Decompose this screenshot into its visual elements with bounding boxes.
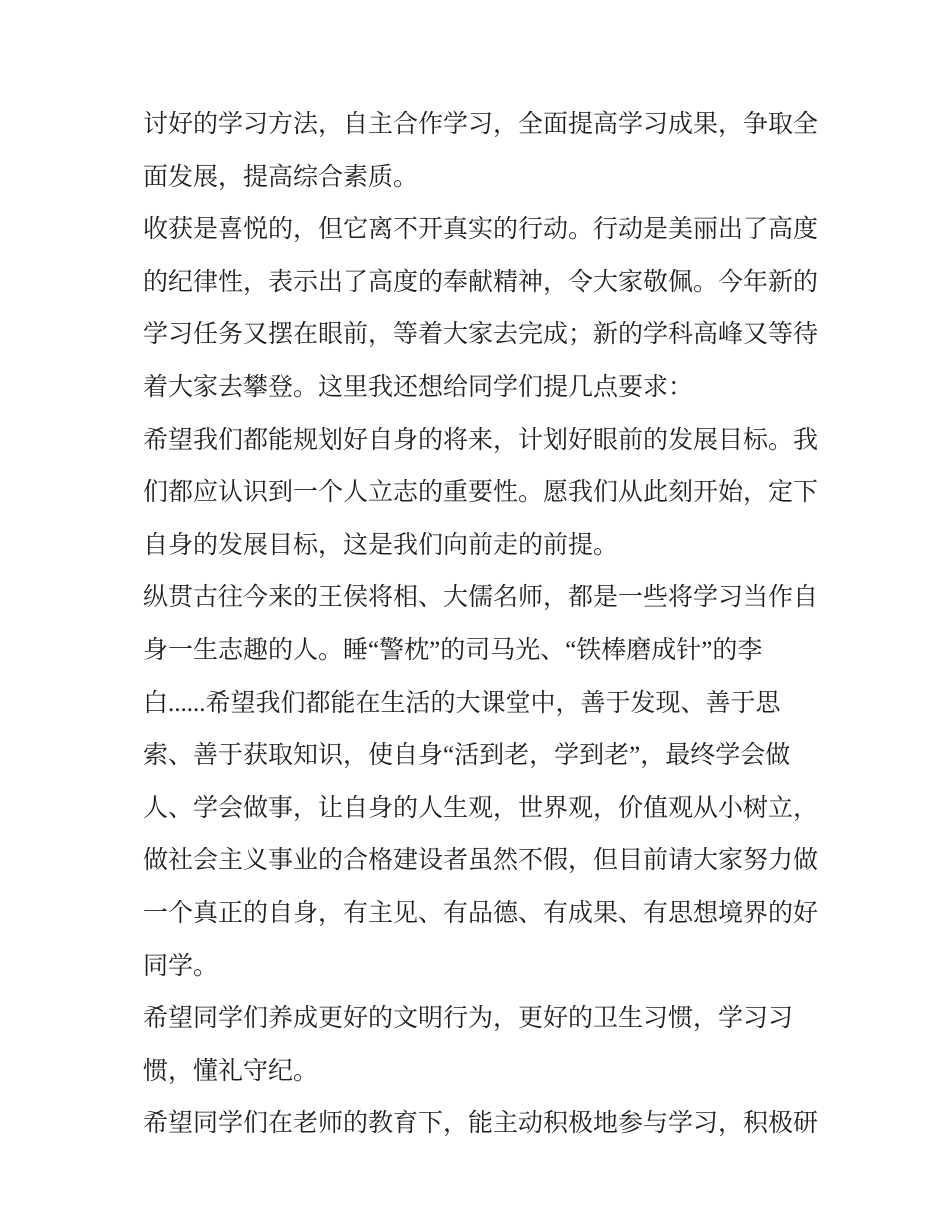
document-text xyxy=(143,99,843,1151)
text-line: 索、善于获取知识，使自身“活到老，学到老”，最终学会做 xyxy=(143,742,791,770)
text-line: 同学。 xyxy=(143,952,219,980)
text-line: 一个真正的自身，有主见、有品德、有成果、有思想境界的好 xyxy=(143,899,819,927)
text-line: 人、学会做事，让自身的人生观，世界观，价值观从小树立， xyxy=(143,794,819,822)
text-line: 的纪律性，表示出了高度的奉献精神，令大家敬佩。今年新的 xyxy=(143,268,819,296)
text-line: 学习任务又摆在眼前，等着大家去完成；新的学科高峰又等待 xyxy=(143,321,819,349)
text-line: 希望同学们在老师的教育下，能主动积极地参与学习，积极研 xyxy=(143,1110,819,1138)
text-line: 讨好的学习方法，自主合作学习，全面提高学习成果，争取全 xyxy=(143,111,819,138)
text-line: 收获是喜悦的，但它离不开真实的行动。行动是美丽出了高度 xyxy=(143,216,819,244)
text-line: 白......希望我们都能在生活的大课堂中，善于发现、善于思 xyxy=(143,689,781,717)
text-line: 希望同学们养成更好的文明行为，更好的卫生习惯，学习习 xyxy=(143,1005,794,1033)
text-line: 自身的发展目标，这是我们向前走的前提。 xyxy=(143,531,619,559)
text-line: 希望我们都能规划好自身的将来，计划好眼前的发展目标。我 xyxy=(143,426,819,454)
text-line: 面发展，提高综合素质。 xyxy=(143,163,419,191)
text-line: 们都应认识到一个人立志的重要性。愿我们从此刻开始，定下 xyxy=(143,479,819,507)
text-line: 着大家去攀登。这里我还想给同学们提几点要求： xyxy=(143,373,694,401)
text-line: 惯，懂礼守纪。 xyxy=(143,1057,319,1085)
text-line: 做社会主义事业的合格建设者虽然不假，但目前请大家努力做 xyxy=(143,847,819,875)
text-line: 身一生志趣的人。睡“警枕”的司马光、“铁棒磨成针”的李 xyxy=(143,636,763,664)
text-line: 纵贯古往今来的王侯将相、大儒名师，都是一些将学习当作自 xyxy=(143,584,819,612)
